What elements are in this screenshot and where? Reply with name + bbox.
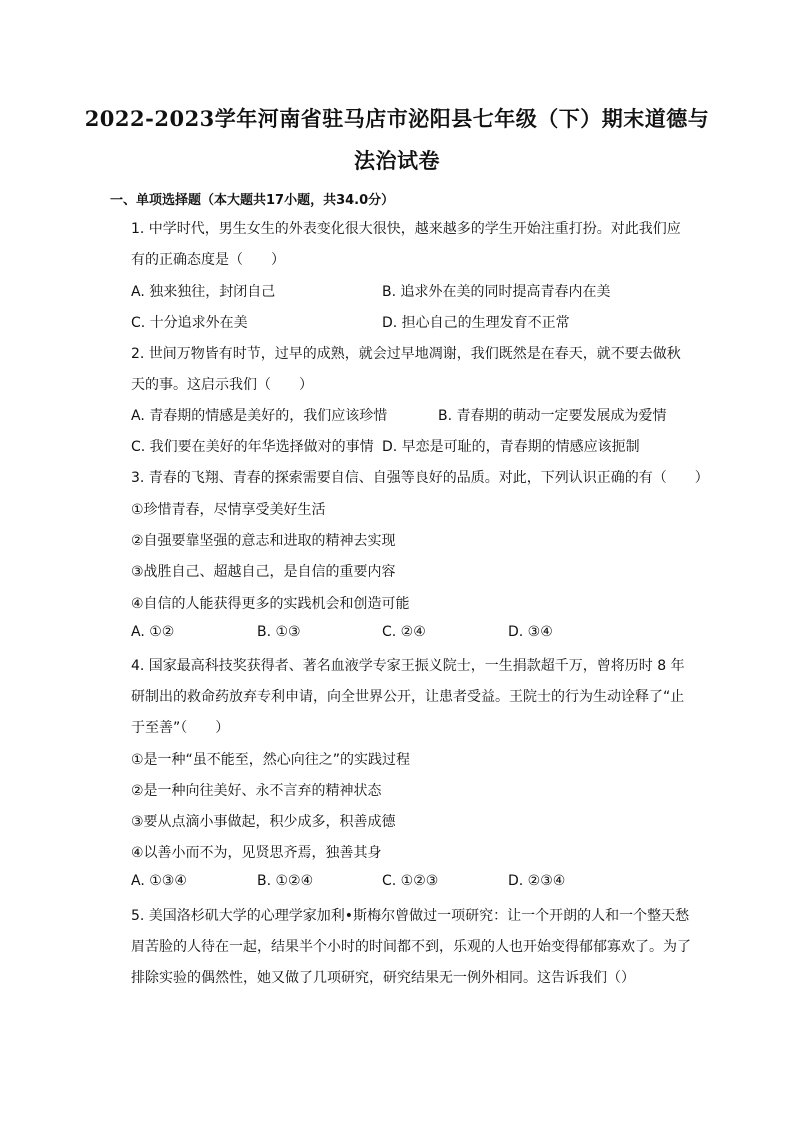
q1-stem-line2: 有的正确态度是（ ）	[131, 252, 285, 268]
q3-option-d: D. ③④	[508, 624, 553, 640]
q1-option-d: D. 担心自己的生理发育不正常	[382, 315, 570, 331]
q1-option-b: B. 追求外在美的同时提高青春内在美	[382, 284, 611, 300]
q1-option-a: A. 独来独往，封闭自己	[131, 284, 276, 300]
q2-option-b: B. 青春期的萌动一定要发展成为爱情	[438, 408, 667, 424]
q4-option-d: D. ②③④	[508, 873, 566, 889]
q4-option-a: A. ①③④	[131, 873, 187, 889]
q3-stem-line1: 3. 青春的飞翔、青春的探索需要自信、自强等良好的品质。对此，下列认识正确的有（ ）	[131, 470, 709, 486]
q1-option-c: C. 十分追求外在美	[131, 315, 248, 331]
q4-option-b: B. ①②④	[257, 873, 314, 889]
q3-statement-2: ②自强要靠坚强的意志和进取的精神去实现	[131, 533, 396, 549]
q4-statement-2: ②是一种向往美好、永不言弃的精神状态	[131, 783, 382, 799]
q4-stem-line3: 于至善”（ ）	[131, 720, 230, 736]
q3-statement-4: ④自信的人能获得更多的实践机会和创造可能	[131, 596, 410, 612]
q5-stem-line1: 5. 美国洛杉矶大学的心理学家加利•斯梅尔曾做过一项研究：让一个开朗的人和一个整天愁	[131, 908, 690, 924]
q4-stem-line2: 研制出的救命药放弃专利申请，向全世界公开，让患者受益。王院士的行为生动诠释了“止	[131, 689, 685, 705]
q4-option-c: C. ①②③	[382, 873, 439, 889]
q3-option-c: C. ②④	[382, 624, 426, 640]
q4-statement-1: ①是一种“虽不能至，然心向往之”的实践过程	[131, 752, 411, 768]
q2-option-a: A. 青春期的情感是美好的，我们应该珍惜	[131, 408, 388, 424]
q5-stem-line2: 眉苦脸的人待在一起，结果半个小时的时间都不到，乐观的人也开始变得郁郁寡欢了。为了	[131, 939, 691, 955]
q4-stem-line1: 4. 国家最高科技奖获得者、著名血液学专家王振义院士，一生捐款超千万，曾将历时 8 年	[131, 658, 685, 674]
exam-title-line2: 法治试卷	[354, 148, 440, 173]
q2-option-d: D. 早恋是可耻的，青春期的情感应该扼制	[382, 439, 640, 455]
exam-title-line1: 2022-2023学年河南省驻马店市泌阳县七年级（下）期末道德与	[84, 106, 710, 131]
q3-option-a: A. ①②	[131, 624, 175, 640]
q5-stem-line3: 排除实验的偶然性，她又做了几项研究，研究结果无一例外相同。这告诉我们（）	[131, 970, 635, 986]
q2-stem-line1: 2. 世间万物皆有时节，过早的成熟，就会过早地凋谢，我们既然是在春天，就不要去做秋	[131, 346, 681, 362]
section-heading: 一、单项选择题（本大题共17小题，共34.0分）	[110, 193, 395, 208]
q4-statement-4: ④以善小而不为，见贤思齐焉，独善其身	[131, 845, 382, 861]
q3-statement-3: ③战胜自己、超越自己，是自信的重要内容	[131, 564, 396, 580]
q2-option-c: C. 我们要在美好的年华选择做对的事情	[131, 439, 374, 455]
q4-statement-3: ③要从点滴小事做起，积少成多，积善成德	[131, 814, 396, 830]
q2-stem-line2: 天的事。这启示我们（ ）	[131, 377, 313, 393]
q3-option-b: B. ①③	[257, 624, 301, 640]
q1-stem-line1: 1. 中学时代，男生女生的外表变化很大很快，越来越多的学生开始注重打扮。对此我们应	[131, 221, 681, 237]
q3-statement-1: ①珍惜青春，尽情享受美好生活	[131, 502, 326, 518]
